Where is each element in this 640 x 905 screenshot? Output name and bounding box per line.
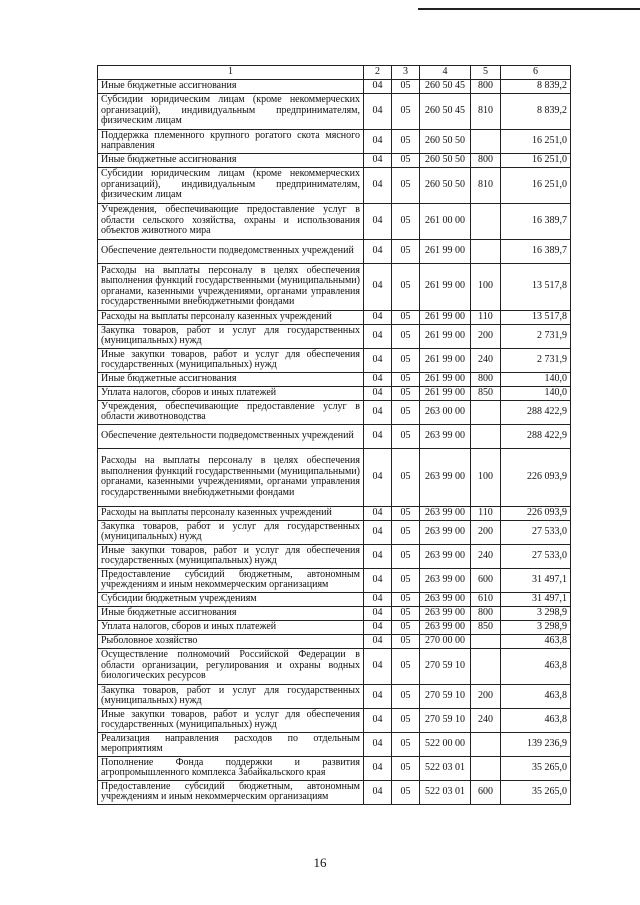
row-name-cell: Иные закупки товаров, работ и услуг для обеспечения государственных (муниципальных) нужд [98,348,364,372]
expense-type-cell: 110 [471,506,501,520]
table-row [98,448,571,506]
table-row [98,153,571,167]
row-name-cell: Закупка товаров, работ и услуг для государственных (муниципальных) нужд [98,324,364,348]
row-name-cell: Учреждения, обеспечивающие предоставление услуг в области сельского хозяйства, охраны и использования объектов животного мира [98,203,364,239]
subsection-code-cell: 05 [392,520,420,544]
row-name-cell: Обеспечение деятельности подведомственных учреждений [98,239,364,263]
expense-type-cell: 100 [471,263,501,310]
section-code-cell: 04 [364,167,392,203]
table-row [98,634,571,648]
section-code-cell: 04 [364,620,392,634]
table-row [98,756,571,780]
expense-type-cell [471,732,501,756]
section-code-cell: 04 [364,310,392,324]
amount-cell: 16 389,7 [501,239,571,263]
expense-type-cell: 600 [471,780,501,804]
table-row [98,203,571,239]
row-name-cell: Рыболовное хозяйство [98,634,364,648]
target-article-cell: 261 00 00 [420,203,471,239]
amount-cell: 13 517,8 [501,263,571,310]
target-article-cell: 263 99 00 [420,568,471,592]
header-cell: 1 [98,66,364,80]
amount-cell: 463,8 [501,684,571,708]
header-cell: 3 [392,66,420,80]
subsection-code-cell: 05 [392,448,420,506]
section-code-cell: 04 [364,684,392,708]
target-article-cell: 261 99 00 [420,263,471,310]
top-rule [418,8,640,10]
target-article-cell: 261 99 00 [420,324,471,348]
row-name-cell: Иные бюджетные ассигнования [98,79,364,93]
amount-cell: 16 389,7 [501,203,571,239]
target-article-cell: 261 99 00 [420,386,471,400]
amount-cell: 3 298,9 [501,620,571,634]
section-code-cell: 04 [364,324,392,348]
subsection-code-cell: 05 [392,620,420,634]
subsection-code-cell: 05 [392,93,420,129]
table-row [98,708,571,732]
table-row [98,263,571,310]
table-row [98,506,571,520]
expense-type-cell: 600 [471,568,501,592]
expense-type-cell: 800 [471,79,501,93]
section-code-cell: 04 [364,203,392,239]
header-cell: 6 [501,66,571,80]
amount-cell: 140,0 [501,372,571,386]
expense-type-cell: 800 [471,606,501,620]
table-row [98,386,571,400]
expense-type-cell: 810 [471,167,501,203]
expense-type-cell [471,203,501,239]
target-article-cell: 261 99 00 [420,372,471,386]
expense-type-cell: 240 [471,348,501,372]
expense-type-cell [471,756,501,780]
subsection-code-cell: 05 [392,634,420,648]
amount-cell: 463,8 [501,708,571,732]
expense-type-cell: 110 [471,310,501,324]
section-code-cell: 04 [364,386,392,400]
section-code-cell: 04 [364,606,392,620]
header-cell: 4 [420,66,471,80]
section-code-cell: 04 [364,348,392,372]
expense-type-cell: 610 [471,592,501,606]
row-name-cell: Иные закупки товаров, работ и услуг для обеспечения государственных (муниципальных) нужд [98,708,364,732]
target-article-cell: 263 99 00 [420,620,471,634]
expense-type-cell [471,129,501,153]
table-row [98,606,571,620]
subsection-code-cell: 05 [392,153,420,167]
expense-type-cell [471,424,501,448]
target-article-cell: 260 50 50 [420,153,471,167]
target-article-cell: 263 99 00 [420,448,471,506]
row-name-cell: Пополнение Фонда поддержки и развития агропромышленного комплекса Забайкальского края [98,756,364,780]
subsection-code-cell: 05 [392,79,420,93]
table-row [98,780,571,804]
subsection-code-cell: 05 [392,732,420,756]
table-row [98,424,571,448]
target-article-cell: 270 59 10 [420,648,471,684]
subsection-code-cell: 05 [392,544,420,568]
expense-type-cell: 800 [471,153,501,167]
expense-type-cell: 800 [471,372,501,386]
amount-cell: 226 093,9 [501,506,571,520]
target-article-cell: 260 50 50 [420,167,471,203]
target-article-cell: 261 99 00 [420,310,471,324]
expense-type-cell: 240 [471,544,501,568]
table-row [98,372,571,386]
subsection-code-cell: 05 [392,592,420,606]
amount-cell: 226 093,9 [501,448,571,506]
row-name-cell: Расходы на выплаты персоналу казенных учреждений [98,506,364,520]
section-code-cell: 04 [364,568,392,592]
row-name-cell: Закупка товаров, работ и услуг для государственных (муниципальных) нужд [98,520,364,544]
expense-type-cell [471,239,501,263]
expense-type-cell: 200 [471,324,501,348]
amount-cell: 139 236,9 [501,732,571,756]
target-article-cell: 261 99 00 [420,348,471,372]
subsection-code-cell: 05 [392,400,420,424]
subsection-code-cell: 05 [392,568,420,592]
table-row [98,568,571,592]
target-article-cell: 270 59 10 [420,708,471,732]
expense-type-cell: 810 [471,93,501,129]
amount-cell: 27 533,0 [501,520,571,544]
amount-cell: 31 497,1 [501,568,571,592]
expense-type-cell: 850 [471,386,501,400]
amount-cell: 8 839,2 [501,93,571,129]
table-row [98,167,571,203]
subsection-code-cell: 05 [392,506,420,520]
section-code-cell: 04 [364,93,392,129]
row-name-cell: Обеспечение деятельности подведомственных учреждений [98,424,364,448]
row-name-cell: Предоставление субсидий бюджетным, автономным учреждениям и иным некоммерческим организациям [98,780,364,804]
target-article-cell: 260 50 50 [420,129,471,153]
amount-cell: 2 731,9 [501,324,571,348]
section-code-cell: 04 [364,756,392,780]
target-article-cell: 261 99 00 [420,239,471,263]
subsection-code-cell: 05 [392,372,420,386]
amount-cell: 27 533,0 [501,544,571,568]
target-article-cell: 263 99 00 [420,520,471,544]
table-row [98,648,571,684]
amount-cell: 16 251,0 [501,129,571,153]
subsection-code-cell: 05 [392,684,420,708]
section-code-cell: 04 [364,372,392,386]
subsection-code-cell: 05 [392,756,420,780]
header-cell: 2 [364,66,392,80]
section-code-cell: 04 [364,708,392,732]
table-row [98,544,571,568]
section-code-cell: 04 [364,506,392,520]
section-code-cell: 04 [364,263,392,310]
section-code-cell: 04 [364,544,392,568]
subsection-code-cell: 05 [392,348,420,372]
row-name-cell: Поддержка племенного крупного рогатого скота мясного направления [98,129,364,153]
section-code-cell: 04 [364,129,392,153]
row-name-cell: Предоставление субсидий бюджетным, автономным учреждениям и иным некоммерческим организациям [98,568,364,592]
table-row [98,79,571,93]
table-header-row [98,66,571,80]
target-article-cell: 263 99 00 [420,592,471,606]
amount-cell: 16 251,0 [501,167,571,203]
table-row [98,592,571,606]
section-code-cell: 04 [364,780,392,804]
section-code-cell: 04 [364,648,392,684]
target-article-cell: 263 99 00 [420,506,471,520]
row-name-cell: Субсидии юридическим лицам (кроме некоммерческих организаций), индивидуальным предпринимателям, физическим лицам [98,167,364,203]
amount-cell: 463,8 [501,634,571,648]
row-name-cell: Иные бюджетные ассигнования [98,153,364,167]
row-name-cell: Уплата налогов, сборов и иных платежей [98,386,364,400]
page-number: 16 [313,855,327,870]
row-name-cell: Иные закупки товаров, работ и услуг для обеспечения государственных (муниципальных) нужд [98,544,364,568]
amount-cell: 16 251,0 [501,153,571,167]
table-row [98,684,571,708]
target-article-cell: 263 99 00 [420,544,471,568]
section-code-cell: 04 [364,400,392,424]
section-code-cell: 04 [364,732,392,756]
row-name-cell: Учреждения, обеспечивающие предоставление услуг в области животноводства [98,400,364,424]
section-code-cell: 04 [364,239,392,263]
amount-cell: 31 497,1 [501,592,571,606]
subsection-code-cell: 05 [392,424,420,448]
subsection-code-cell: 05 [392,708,420,732]
amount-cell: 35 265,0 [501,780,571,804]
expense-type-cell: 200 [471,684,501,708]
target-article-cell: 263 99 00 [420,606,471,620]
section-code-cell: 04 [364,424,392,448]
target-article-cell: 263 00 00 [420,400,471,424]
target-article-cell: 522 00 00 [420,732,471,756]
subsection-code-cell: 05 [392,310,420,324]
section-code-cell: 04 [364,448,392,506]
subsection-code-cell: 05 [392,263,420,310]
expense-type-cell [471,400,501,424]
expense-type-cell [471,648,501,684]
table-row [98,310,571,324]
row-name-cell: Расходы на выплаты персоналу в целях обеспечения выполнения функций государственными (муниципальными) органами, казенными учреждениями, органами управления государственными внебюджетными фондами [98,263,364,310]
target-article-cell: 270 00 00 [420,634,471,648]
subsection-code-cell: 05 [392,203,420,239]
table-row [98,400,571,424]
subsection-code-cell: 05 [392,129,420,153]
section-code-cell: 04 [364,520,392,544]
subsection-code-cell: 05 [392,239,420,263]
subsection-code-cell: 05 [392,780,420,804]
section-code-cell: 04 [364,153,392,167]
table-row [98,348,571,372]
amount-cell: 3 298,9 [501,606,571,620]
table-row [98,239,571,263]
target-article-cell: 270 59 10 [420,684,471,708]
expense-type-cell [471,634,501,648]
table-row [98,620,571,634]
header-cell: 5 [471,66,501,80]
subsection-code-cell: 05 [392,324,420,348]
row-name-cell: Расходы на выплаты персоналу в целях обеспечения выполнения функций государственными (муниципальными) органами, казенными учреждениями, органами управления государственными внебюджетными фондами [98,448,364,506]
target-article-cell: 260 50 45 [420,93,471,129]
section-code-cell: 04 [364,79,392,93]
target-article-cell: 522 03 01 [420,756,471,780]
subsection-code-cell: 05 [392,167,420,203]
row-name-cell: Уплата налогов, сборов и иных платежей [98,620,364,634]
expense-type-cell: 240 [471,708,501,732]
budget-table [97,65,571,805]
table-row [98,129,571,153]
section-code-cell: 04 [364,592,392,606]
row-name-cell: Иные бюджетные ассигнования [98,372,364,386]
table-row [98,324,571,348]
row-name-cell: Закупка товаров, работ и услуг для государственных (муниципальных) нужд [98,684,364,708]
expense-type-cell: 850 [471,620,501,634]
amount-cell: 35 265,0 [501,756,571,780]
subsection-code-cell: 05 [392,606,420,620]
target-article-cell: 522 03 01 [420,780,471,804]
row-name-cell: Реализация направления расходов по отдельным мероприятиям [98,732,364,756]
table-row [98,93,571,129]
amount-cell: 13 517,8 [501,310,571,324]
target-article-cell: 263 99 00 [420,424,471,448]
subsection-code-cell: 05 [392,648,420,684]
row-name-cell: Осуществление полномочий Российской Федерации в области организации, регулирования и охраны водных биологических ресурсов [98,648,364,684]
table-row [98,520,571,544]
expense-type-cell: 100 [471,448,501,506]
row-name-cell: Субсидии бюджетным учреждениям [98,592,364,606]
subsection-code-cell: 05 [392,386,420,400]
amount-cell: 140,0 [501,386,571,400]
amount-cell: 288 422,9 [501,424,571,448]
amount-cell: 463,8 [501,648,571,684]
section-code-cell: 04 [364,634,392,648]
row-name-cell: Расходы на выплаты персоналу казенных учреждений [98,310,364,324]
target-article-cell: 260 50 45 [420,79,471,93]
amount-cell: 288 422,9 [501,400,571,424]
expense-type-cell: 200 [471,520,501,544]
amount-cell: 8 839,2 [501,79,571,93]
row-name-cell: Иные бюджетные ассигнования [98,606,364,620]
table-row [98,732,571,756]
row-name-cell: Субсидии юридическим лицам (кроме некоммерческих организаций), индивидуальным предпринимателям, физическим лицам [98,93,364,129]
amount-cell: 2 731,9 [501,348,571,372]
